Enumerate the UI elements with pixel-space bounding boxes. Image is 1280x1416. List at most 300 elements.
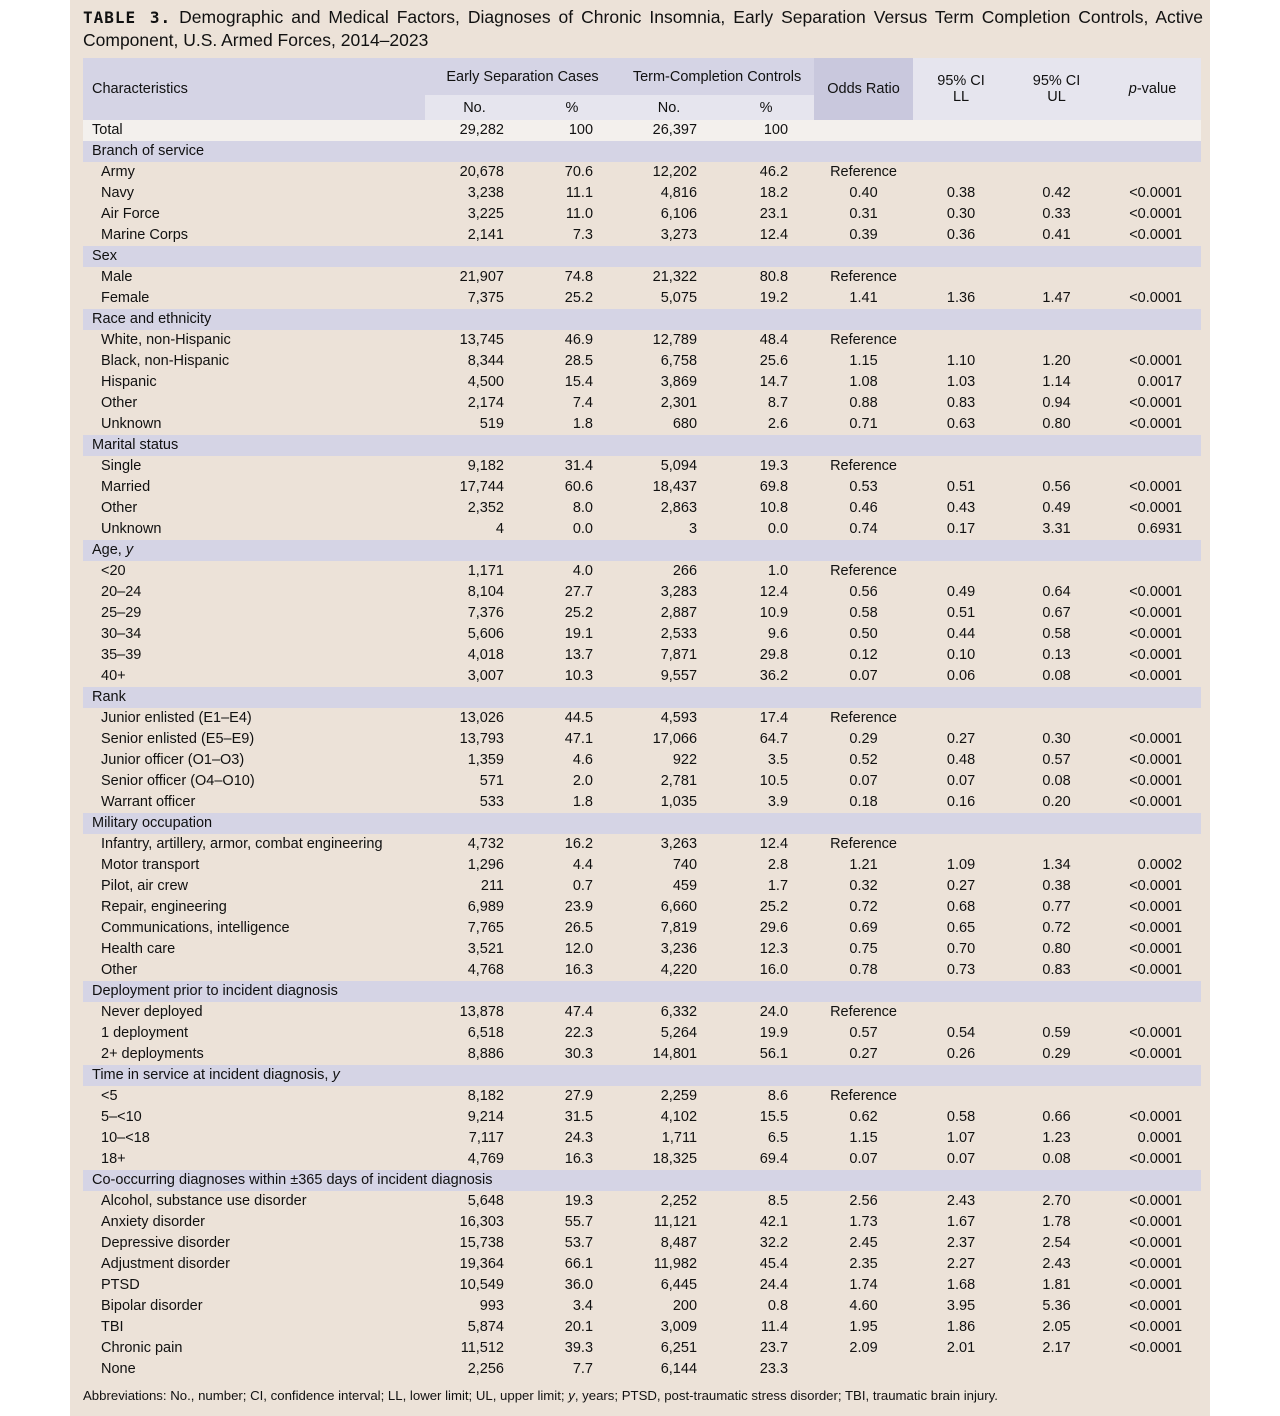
row-label: Communications, intelligence [101,920,290,936]
controls-pct: 56.1 [759,1046,789,1062]
controls-no: 17,066 [652,731,698,747]
controls-pct: 12.3 [759,941,789,957]
ci-ll: 1.68 [946,1277,976,1293]
ci-ul: 0.29 [1042,1046,1071,1062]
controls-pct: 19.3 [759,458,789,474]
odds-ratio: 0.46 [849,500,878,516]
section-label: Race and ethnicity [83,309,1201,330]
ci-ll: 0.43 [946,500,976,516]
table-row [83,1107,1201,1128]
controls-pct: 80.8 [759,269,789,285]
odds-ratio: 0.27 [849,1046,878,1062]
row-label: Motor transport [101,857,200,873]
cases-no: 4,500 [467,374,504,390]
table-row [83,645,1201,666]
controls-no: 3,236 [660,941,698,957]
ci-ll: 0.83 [946,395,976,411]
ci-ll: 0.16 [946,794,976,810]
ci-ul: 1.20 [1042,353,1071,369]
table-row [83,1212,1201,1233]
row-label: TBI [101,1319,124,1335]
section-label: Marital status [83,435,1201,456]
p-value [1104,1086,1201,1107]
row-label: Infantry, artillery, armor, combat engineering [101,836,383,852]
ci-ll: 2.37 [946,1235,976,1251]
ci-ll [913,162,1009,183]
cases-no: 8,886 [467,1046,504,1062]
cases-no: 6,518 [467,1025,504,1041]
table-row [83,204,1201,225]
table-row [83,1023,1201,1044]
controls-pct: 6.5 [767,1130,789,1146]
ci-ll: 1.67 [946,1214,976,1230]
cases-no: 7,375 [467,290,504,306]
header-ci-ll: 95% CI LL [913,58,1009,120]
cases-no: 7,117 [468,1130,504,1146]
ci-ll [913,834,1009,855]
odds-ratio: 1.41 [849,290,878,306]
cases-pct: 16.3 [564,962,594,978]
cases-pct: 4.4 [572,857,594,873]
table-title [83,6,1203,52]
table-row [83,1254,1201,1275]
controls-no: 6,106 [660,206,698,222]
p-value: <0.0001 [1129,941,1183,957]
odds-ratio: 0.69 [849,920,878,936]
section-header-row [83,435,1201,456]
controls-pct: 0.0 [767,521,789,537]
cases-no: 3,225 [467,206,504,222]
cases-no: 13,745 [459,332,504,348]
row-label: 1 deployment [101,1025,189,1041]
section-header-row [83,141,1201,162]
ci-ul: 0.72 [1042,920,1071,936]
row-label: Junior enlisted (E1–E4) [101,710,252,726]
section-header-row [83,687,1201,708]
section-label: Sex [83,246,1201,267]
controls-no: 3,869 [660,374,698,390]
controls-no: 3,263 [660,836,698,852]
cases-no: 8,344 [467,353,504,369]
ci-ul: 1.34 [1042,857,1071,873]
table-row [83,666,1201,687]
row-label: Adjustment disorder [101,1256,230,1272]
row-label: Anxiety disorder [101,1214,205,1230]
cases-no: 993 [479,1298,504,1314]
row-label: 5–<10 [101,1109,142,1125]
ci-ll: 1.09 [946,857,976,873]
ci-ll: 0.06 [946,668,976,684]
row-label: <5 [101,1088,118,1104]
p-value: <0.0001 [1129,1235,1183,1251]
controls-pct: 10.9 [759,605,789,621]
cases-pct: 25.2 [564,605,594,621]
ci-ll: 1.36 [946,290,976,306]
controls-no: 922 [672,752,698,768]
odds-ratio: 0.57 [849,1025,878,1041]
section-header-row [83,246,1201,267]
ci-ul: 0.64 [1042,584,1071,600]
odds-ratio: 0.78 [849,962,878,978]
p-value: <0.0001 [1129,584,1183,600]
table-row [83,1296,1201,1317]
ci-ll: 0.73 [946,962,976,978]
cases-no: 1,359 [467,752,504,768]
p-value: <0.0001 [1129,416,1183,432]
p-value: <0.0001 [1129,626,1183,642]
p-value: <0.0001 [1129,962,1183,978]
cases-pct: 70.6 [564,164,594,180]
controls-pct: 8.6 [767,1088,789,1104]
cases-no: 15,738 [459,1235,504,1251]
section-header-row [83,1065,1201,1086]
p-value: <0.0001 [1129,227,1183,243]
ci-ul [1009,1002,1104,1023]
header-cases-no: No. [425,95,524,120]
controls-no: 14,801 [652,1046,698,1062]
table-row [83,603,1201,624]
p-value: <0.0001 [1129,1214,1183,1230]
controls-pct: 2.8 [767,857,789,873]
odds-ratio: 0.53 [849,479,878,495]
cases-no: 2,256 [467,1361,504,1377]
ci-ul [1009,708,1104,729]
row-label: Senior officer (O4–O10) [101,773,255,789]
ci-ll [913,561,1009,582]
controls-pct: 10.8 [759,500,789,516]
cases-no: 7,765 [467,920,504,936]
table-row [83,834,1201,855]
header-p-value: p-value [1104,58,1201,120]
row-label: 25–29 [101,605,142,621]
controls-pct: 0.8 [767,1298,789,1314]
p-value: <0.0001 [1129,395,1183,411]
cases-no: 4,768 [467,962,504,978]
row-label: Single [101,458,142,474]
row-label: Male [101,269,133,285]
ci-ul: 1.81 [1042,1277,1071,1293]
odds-ratio: 0.71 [849,416,878,432]
controls-no: 8,487 [660,1235,698,1251]
cases-no: 9,214 [467,1109,504,1125]
controls-pct: 9.6 [767,626,789,642]
odds-ratio: 1.73 [849,1214,878,1230]
row-label: Army [101,164,135,180]
controls-no: 7,819 [660,920,698,936]
table-row [83,519,1201,540]
odds-ratio: 1.21 [849,857,878,873]
section-label: Rank [83,687,1201,708]
row-label: Navy [101,185,135,201]
ci-ul [1009,834,1104,855]
section-header-row [83,309,1201,330]
p-value: <0.0001 [1129,353,1183,369]
odds-ratio: 0.07 [849,1151,878,1167]
ci-ul: 0.49 [1042,500,1071,516]
controls-pct: 69.8 [759,479,789,495]
controls-no: 12,789 [652,332,698,348]
row-label: 18+ [101,1151,126,1167]
p-value: 0.0017 [1137,374,1183,390]
cases-no: 20,678 [459,164,504,180]
odds-ratio: 2.09 [849,1340,878,1356]
ci-ul: 0.67 [1042,605,1071,621]
ci-ll: 0.38 [946,185,976,201]
controls-pct: 64.7 [759,731,789,747]
ci-ll: 0.07 [946,1151,976,1167]
ci-ul: 0.08 [1042,668,1071,684]
ci-ul: 0.80 [1042,941,1071,957]
odds-ratio: 1.15 [849,1130,878,1146]
cases-no: 8,182 [467,1088,504,1104]
ci-ul: 2.70 [1042,1193,1071,1209]
section-header-row [83,540,1201,561]
total-empty [1009,120,1104,141]
cases-no: 21,907 [459,269,504,285]
ci-ll: 0.63 [946,416,976,432]
odds-ratio: Reference [830,836,897,852]
controls-pct: 36.2 [759,668,789,684]
controls-no: 2,259 [660,1088,698,1104]
cases-no: 6,989 [467,899,504,915]
odds-ratio: 0.12 [849,647,878,663]
cases-pct: 13.7 [564,647,594,663]
cases-pct: 15.4 [564,374,594,390]
ci-ul: 1.47 [1042,290,1071,306]
controls-no: 5,094 [660,458,698,474]
controls-no: 3,009 [660,1319,698,1335]
odds-ratio: 1.95 [849,1319,878,1335]
controls-pct: 3.9 [767,794,789,810]
table-row [83,1002,1201,1023]
table-row [83,288,1201,309]
cases-no: 5,874 [467,1319,504,1335]
row-label: 40+ [101,668,126,684]
data-table [83,58,1201,1380]
ci-ll: 0.27 [946,878,976,894]
controls-no: 6,660 [660,899,698,915]
ci-ul: 0.77 [1042,899,1071,915]
ci-ul: 0.42 [1042,185,1071,201]
controls-pct: 8.7 [767,395,789,411]
table-row [83,1359,1201,1380]
cases-pct: 16.2 [564,836,594,852]
cases-pct: 19.3 [564,1193,594,1209]
row-label: 30–34 [101,626,142,642]
ci-ll [913,456,1009,477]
row-label: Alcohol, substance use disorder [101,1193,307,1209]
ci-ll [913,1086,1009,1107]
section-label: Time in service at incident diagnosis, y [83,1065,1201,1086]
total-controls-pct: 100 [718,120,814,141]
odds-ratio: 0.58 [849,605,878,621]
cases-no: 17,744 [459,479,504,495]
p-value: <0.0001 [1129,290,1183,306]
p-value: <0.0001 [1129,731,1183,747]
row-label: 2+ deployments [101,1046,204,1062]
controls-pct: 19.2 [759,290,789,306]
table-row [83,1191,1201,1212]
header-cases-pct: % [524,95,620,120]
controls-no: 4,593 [660,710,698,726]
ci-ul [1009,1359,1104,1380]
table-row [83,750,1201,771]
section-label: Military occupation [83,813,1201,834]
row-label: 20–24 [101,584,142,600]
cases-no: 5,606 [467,626,504,642]
header-controls-no: No. [620,95,718,120]
total-empty [1104,120,1201,141]
row-label: <20 [101,563,126,579]
ci-ll: 3.95 [946,1298,976,1314]
cases-pct: 36.0 [564,1277,594,1293]
controls-pct: 25.2 [759,899,789,915]
cases-pct: 7.3 [572,227,594,243]
ci-ul: 0.80 [1042,416,1071,432]
p-value: <0.0001 [1129,1298,1183,1314]
controls-no: 7,871 [660,647,698,663]
odds-ratio: 0.07 [849,668,878,684]
table-row [83,1338,1201,1359]
ci-ll: 0.70 [946,941,976,957]
ci-ul: 0.30 [1042,731,1071,747]
cases-pct: 26.5 [564,920,594,936]
cases-no: 571 [479,773,504,789]
p-value: <0.0001 [1129,605,1183,621]
table-row [83,876,1201,897]
cases-no: 3,238 [467,185,504,201]
ci-ll: 0.49 [946,584,976,600]
odds-ratio [814,1359,913,1380]
cases-pct: 30.3 [564,1046,594,1062]
section-label: Age, y [83,540,1201,561]
controls-pct: 1.7 [767,878,789,894]
ci-ul: 0.94 [1042,395,1071,411]
p-value: 0.0002 [1137,857,1183,873]
row-label: Pilot, air crew [101,878,189,894]
row-label: Marine Corps [101,227,189,243]
controls-pct: 46.2 [759,164,789,180]
odds-ratio: 0.31 [849,206,878,222]
ci-ul: 2.54 [1042,1235,1071,1251]
odds-ratio: Reference [830,269,897,285]
cases-pct: 2.0 [572,773,594,789]
table-row [83,561,1201,582]
ci-ul [1009,561,1104,582]
controls-no: 12,202 [652,164,698,180]
odds-ratio: Reference [830,563,897,579]
ci-ll [913,1002,1009,1023]
controls-no: 2,863 [660,500,698,516]
ci-ll: 0.68 [946,899,976,915]
p-value: 0.0001 [1137,1130,1183,1146]
total-cases-no: 29,282 [425,120,524,141]
p-value: <0.0001 [1129,1193,1183,1209]
cases-pct: 66.1 [564,1256,594,1272]
p-value: <0.0001 [1129,1277,1183,1293]
cases-pct: 55.7 [564,1214,594,1230]
ci-ul: 0.08 [1042,773,1071,789]
ci-ll: 0.30 [946,206,976,222]
ci-ul [1009,456,1104,477]
table-row [83,330,1201,351]
ci-ul: 0.59 [1042,1025,1071,1041]
cases-no: 2,141 [467,227,504,243]
table-row [83,414,1201,435]
ci-ll: 0.17 [946,521,976,537]
cases-pct: 11.0 [565,206,594,222]
table-row [83,918,1201,939]
cases-no: 1,171 [467,563,504,579]
cases-no: 4,769 [467,1151,504,1167]
controls-no: 1,035 [660,794,698,810]
odds-ratio: 0.07 [849,773,878,789]
controls-no: 6,251 [660,1340,698,1356]
cases-no: 3,007 [467,668,504,684]
p-value: <0.0001 [1129,794,1183,810]
ci-ll: 0.65 [946,920,976,936]
p-value: <0.0001 [1129,773,1183,789]
ci-ll: 0.51 [946,605,976,621]
cases-no: 13,793 [459,731,504,747]
odds-ratio: 2.56 [849,1193,878,1209]
ci-ul [1009,330,1104,351]
cases-no: 16,303 [459,1214,504,1230]
p-value [1104,834,1201,855]
cases-pct: 25.2 [564,290,594,306]
row-label: Chronic pain [101,1340,183,1356]
ci-ul: 2.17 [1042,1340,1071,1356]
table-body [83,120,1201,1380]
odds-ratio: 0.40 [849,185,878,201]
table-row [83,960,1201,981]
row-label: None [101,1361,136,1377]
ci-ul: 2.05 [1042,1319,1071,1335]
controls-pct: 42.1 [759,1214,789,1230]
controls-no: 18,325 [652,1151,698,1167]
cases-pct: 28.5 [564,353,594,369]
controls-no: 2,533 [660,626,698,642]
p-value [1104,1002,1201,1023]
ci-ll: 2.27 [946,1256,976,1272]
controls-no: 3,283 [660,584,698,600]
p-value: <0.0001 [1129,752,1183,768]
ci-ul: 0.41 [1042,227,1071,243]
cases-pct: 47.4 [564,1004,594,1020]
cases-no: 7,376 [467,605,504,621]
total-row [83,120,1201,141]
odds-ratio: Reference [830,164,897,180]
controls-pct: 1.0 [767,563,789,579]
table-title-text: Demographic and Medical Factors, Diagnoses of Chronic Insomnia, Early Separation Versus Term Completion Controls, Active Component, U.S. Armed Forces, 2014–2023 [83,7,1203,50]
ci-ul: 5.36 [1042,1298,1071,1314]
row-label: Health care [101,941,176,957]
controls-no: 3 [688,521,698,537]
cases-no: 211 [480,878,504,894]
row-label: Warrant officer [101,794,196,810]
row-label: 10–<18 [101,1130,150,1146]
ci-ul: 1.23 [1042,1130,1071,1146]
odds-ratio: Reference [830,458,897,474]
controls-pct: 12.4 [759,836,789,852]
row-label: Married [101,479,151,495]
section-header-row [83,1170,1201,1191]
p-value [1104,708,1201,729]
controls-no: 6,144 [660,1361,698,1377]
cases-no: 533 [479,794,504,810]
cases-pct: 27.7 [564,584,594,600]
cases-pct: 4.6 [572,752,594,768]
